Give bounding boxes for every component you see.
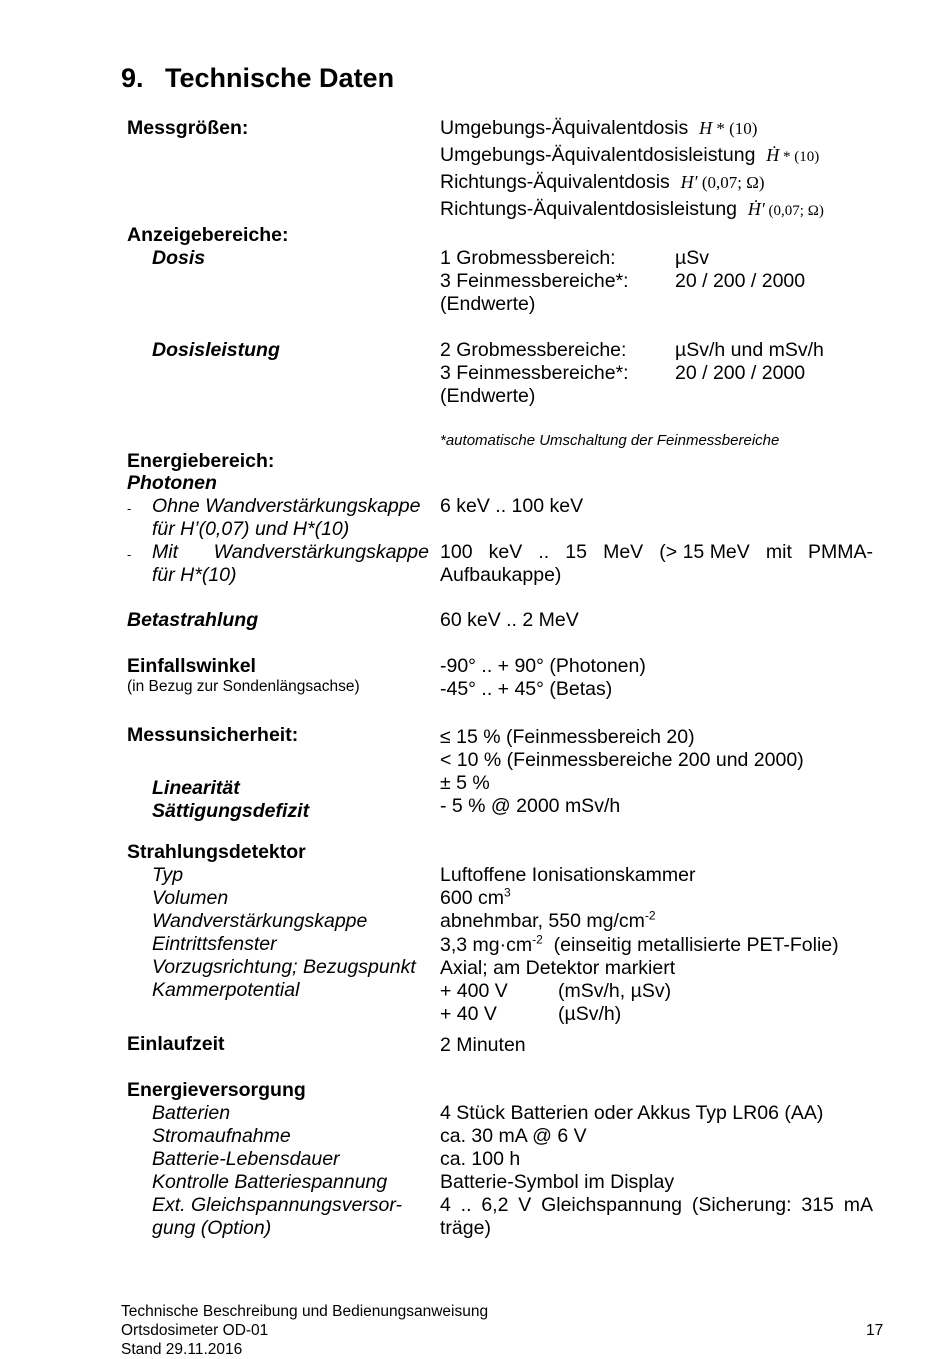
- eintrittsfenster-value: 3,3 $mg\cdot cm^{-2}$ (einseitig metallisierte PET-Folie): [440, 932, 839, 956]
- footer-device-name: Ortsdosimeter OD-01: [121, 1322, 269, 1339]
- wandverstaerkungskappe-value: abnehmbar, 550 $mg/cm^{-2}$: [440, 908, 656, 932]
- kammerpotential-voltage: + 400 V: [440, 980, 508, 1002]
- dosis-note: (Endwerte): [440, 293, 536, 315]
- dosisleistung-row1-value: µSv/h und mSv/h: [675, 339, 824, 361]
- batterien-label: Batterien: [152, 1102, 231, 1124]
- wandverstaerkungskappe-label: Wandverstärkungskappe: [152, 910, 368, 932]
- messunsicherheit-value1: ≤ 15 % (Feinmessbereich 20): [440, 726, 695, 748]
- kammerpotential-unit: (µSv/h): [558, 1003, 622, 1025]
- dosis-row2-label: 3 Feinmessbereiche*:: [440, 270, 629, 292]
- batterie-lebensdauer-value: ca. 100 h: [440, 1148, 521, 1170]
- betastrahlung-value: 60 keV .. 2 MeV: [440, 609, 579, 631]
- einfallswinkel-value1: -90° .. + 90° (Photonen): [440, 655, 646, 677]
- feinmessbereiche-footnote: *automatische Umschaltung der Feinmessbereiche: [440, 432, 780, 449]
- anzeigebereiche-label: Anzeigebereiche:: [127, 224, 289, 246]
- kontrolle-batteriespannung-label: Kontrolle Batteriespannung: [152, 1171, 388, 1193]
- mit-kappe-value-line2: Aufbaukappe): [440, 564, 562, 586]
- page-number: 17: [866, 1322, 884, 1339]
- kontrolle-batteriespannung-value: Batterie-Symbol im Display: [440, 1171, 675, 1193]
- dosisleistung-row1-label: 2 Grobmessbereiche:: [440, 339, 627, 361]
- dosisleistung-row2-value: 20 / 200 / 2000: [675, 362, 806, 384]
- energiebereich-label: Energiebereich:: [127, 450, 275, 472]
- ohne-kappe-value: 6 keV .. 100 keV: [440, 495, 584, 517]
- stromaufnahme-label: Stromaufnahme: [152, 1125, 291, 1147]
- ohne-kappe-label: Ohne Wandverstärkungskappe: [152, 495, 421, 517]
- saettigungsdefizit-value: - 5 % @ 2000 mSv/h: [440, 795, 621, 817]
- dosis-row1-label: 1 Grobmessbereich:: [440, 247, 616, 269]
- kammerpotential-unit: (mSv/h, µSv): [558, 980, 672, 1002]
- kammerpotential-voltage: + 40 V: [440, 1003, 497, 1025]
- ohne-kappe-label-line2: für H’(0,07) und H*(10): [152, 518, 350, 540]
- stromaufnahme-value: ca. 30 mA @ 6 V: [440, 1125, 587, 1147]
- volumen-value: 600 $cm^3$: [440, 885, 511, 909]
- messgroesse-item: Umgebungs-Äquivalentdosisleistung Ḣ * (10): [440, 144, 820, 166]
- einfallswinkel-value2: -45° .. + 45° (Betas): [440, 678, 613, 700]
- eintrittsfenster-label: Eintrittsfenster: [152, 933, 277, 955]
- typ-label: Typ: [152, 864, 184, 886]
- dosis-label: Dosis: [152, 247, 206, 269]
- messunsicherheit-label: Messunsicherheit:: [127, 724, 299, 746]
- einfallswinkel-label: Einfallswinkel: [127, 655, 256, 677]
- ext-versorgung-label: Ext. Gleichspannungsversor-: [152, 1194, 403, 1216]
- section-number: 9.: [121, 63, 144, 93]
- bullet-dash: -: [127, 547, 132, 562]
- dosisleistung-row2-label: 3 Feinmessbereiche*:: [440, 362, 629, 384]
- typ-value: Luftoffene Ionisationskammer: [440, 864, 696, 886]
- batterie-lebensdauer-label: Batterie-Lebensdauer: [152, 1148, 340, 1170]
- kammerpotential-label: Kammerpotential: [152, 979, 300, 1001]
- mit-kappe-value: 100 keV .. 15 MeV (> 15 MeV mit PMMA-: [440, 541, 873, 563]
- footer-date: Stand 29.11.2016: [121, 1341, 243, 1358]
- bullet-dash: -: [127, 501, 132, 516]
- betastrahlung-label: Betastrahlung: [127, 609, 259, 631]
- einlaufzeit-label: Einlaufzeit: [127, 1033, 225, 1055]
- messgroesse-item: Richtungs-Äquivalentdosisleistung Ḣ′ (0,07; Ω): [440, 198, 824, 220]
- messgroesse-item: Umgebungs-Äquivalentdosis H * (10): [440, 117, 758, 139]
- ext-versorgung-value: 4 .. 6,2 V Gleichspannung (Sicherung: 315 mA: [440, 1194, 873, 1216]
- dosis-row1-value: µSv: [675, 247, 709, 269]
- messgroesse-item: Richtungs-Äquivalentdosis H′ (0,07; Ω): [440, 171, 765, 193]
- page-title: Technische Daten: [165, 63, 395, 93]
- dosisleistung-note: (Endwerte): [440, 385, 536, 407]
- einfallswinkel-sub: (in Bezug zur Sondenlängsachse): [127, 678, 360, 695]
- mit-kappe-label-line2: für H*(10): [152, 564, 237, 586]
- vorzugsrichtung-value: Axial; am Detektor markiert: [440, 957, 676, 979]
- photonen-label: Photonen: [127, 472, 217, 494]
- saettigungsdefizit-label: Sättigungsdefizit: [152, 800, 310, 822]
- energieversorgung-label: Energieversorgung: [127, 1079, 306, 1101]
- strahlungsdetektor-label: Strahlungsdetektor: [127, 841, 306, 863]
- ext-versorgung-value-line2: träge): [440, 1217, 491, 1239]
- vorzugsrichtung-label: Vorzugsrichtung; Bezugspunkt: [152, 956, 416, 978]
- volumen-label: Volumen: [152, 887, 229, 909]
- messgroessen-label: Messgrößen:: [127, 117, 249, 139]
- linearitaet-label: Linearität: [152, 777, 240, 799]
- dosisleistung-label: Dosisleistung: [152, 339, 280, 361]
- linearitaet-value: ± 5 %: [440, 772, 490, 794]
- batterien-value: 4 Stück Batterien oder Akkus Typ LR06 (AA): [440, 1102, 824, 1124]
- ext-versorgung-label-line2: gung (Option): [152, 1217, 272, 1239]
- einlaufzeit-value: 2 Minuten: [440, 1034, 526, 1056]
- mit-kappe-label: Mit Wandverstärkungskappe: [152, 541, 429, 563]
- dosis-row2-value: 20 / 200 / 2000: [675, 270, 806, 292]
- footer-document-title: Technische Beschreibung und Bedienungsanweisung: [121, 1303, 489, 1320]
- messunsicherheit-value2: < 10 % (Feinmessbereiche 200 und 2000): [440, 749, 804, 771]
